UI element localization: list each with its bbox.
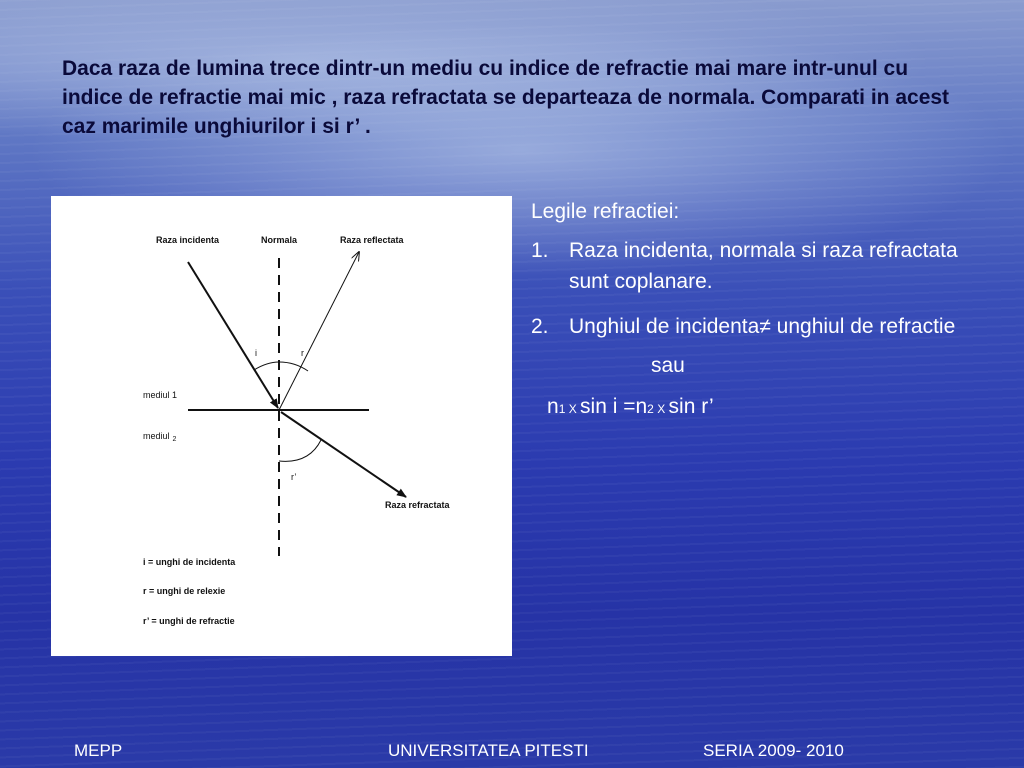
law-text: Raza incidenta, normala si raza refractata sunt coplanare. bbox=[569, 239, 958, 293]
footer-right: SERIA 2009- 2010 bbox=[703, 741, 844, 760]
label-reflected-ray: Raza reflectata bbox=[340, 235, 404, 245]
incident-ray bbox=[188, 262, 278, 408]
snell-formula: n1 X sin i =n2 X sin r’ bbox=[547, 395, 714, 418]
label-incident-ray: Raza incidenta bbox=[156, 235, 220, 245]
slide-title: Daca raza de lumina trece dintr-un mediu cu indice de refractie mai mare intr-unul cu indice de refractie mai mic , raza refractata se departeaza de normala. Comparati in acest caz marimile unghiurilor i si r’ . bbox=[62, 57, 950, 138]
footer-left: MEPP bbox=[74, 741, 123, 760]
law-number: 2. bbox=[531, 315, 549, 338]
legend-item: r’ = unghi de refractie bbox=[143, 616, 235, 626]
angle-label-i: i bbox=[255, 348, 257, 358]
angle-arc-i bbox=[254, 362, 279, 370]
angle-label-r: r bbox=[301, 348, 304, 358]
angle-label-r-prime: r’ bbox=[291, 472, 297, 482]
refraction-diagram-svg bbox=[51, 196, 512, 656]
legend-item: r = unghi de relexie bbox=[143, 586, 226, 596]
law-item bbox=[531, 235, 971, 297]
refraction-diagram bbox=[51, 196, 512, 656]
label-normal: Normala bbox=[261, 235, 298, 245]
reflected-ray bbox=[279, 252, 359, 410]
laws-heading: Legile refractiei: bbox=[531, 200, 680, 223]
label-refracted-ray: Raza refractata bbox=[385, 500, 450, 510]
law-item bbox=[531, 311, 971, 342]
law-text: Unghiul de incidenta≠ unghiul de refractie bbox=[569, 315, 956, 338]
footer-center: UNIVERSITATEA PITESTI bbox=[388, 741, 589, 760]
angle-arc-r-prime bbox=[279, 440, 321, 461]
legend-item: i = unghi de incidenta bbox=[143, 557, 236, 567]
laws-or: sau bbox=[651, 354, 685, 377]
refracted-ray bbox=[281, 412, 406, 497]
label-medium-2: mediul $_2$ bbox=[143, 431, 177, 443]
angle-arc-r bbox=[279, 362, 308, 371]
refraction-laws bbox=[531, 196, 971, 425]
law-number: 1. bbox=[531, 239, 549, 262]
label-medium-1: mediul 1 bbox=[143, 390, 178, 400]
